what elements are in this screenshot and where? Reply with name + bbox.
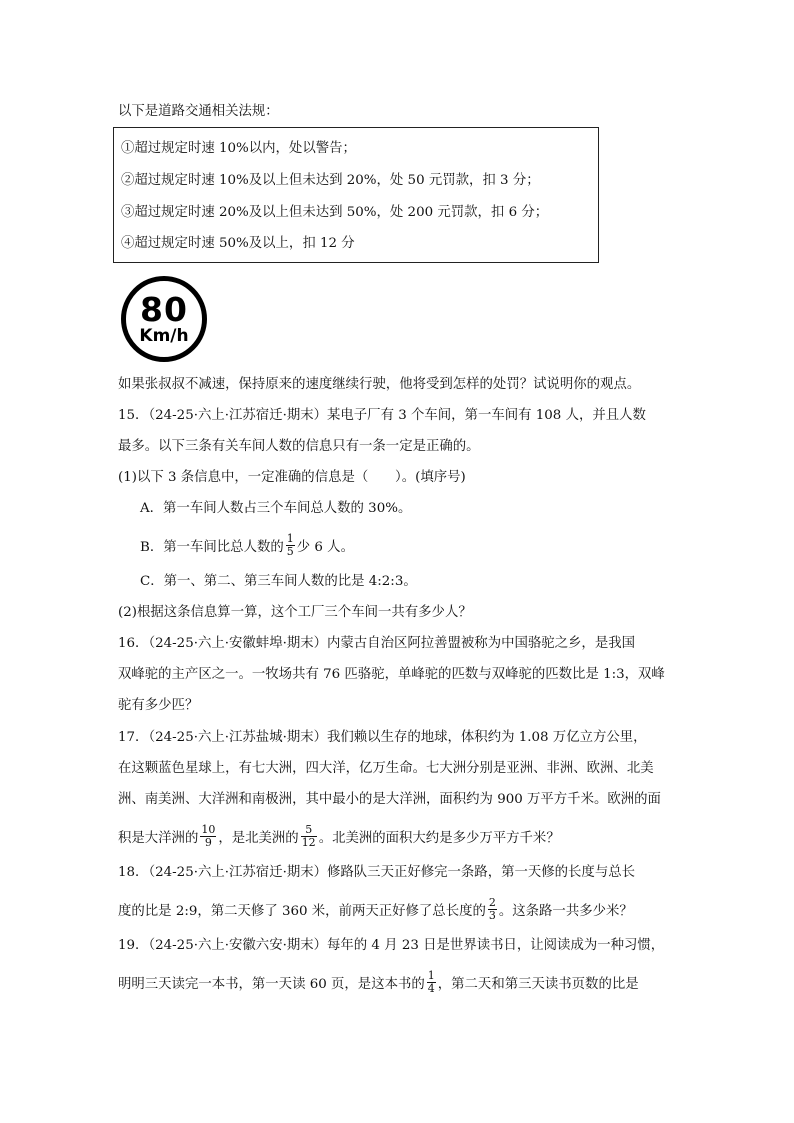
speed-limit-sign (121, 276, 207, 362)
traffic-rules-box (113, 127, 599, 263)
fraction-ten-ninths (200, 824, 216, 849)
q17-line-2: 在这颗蓝色星球上，有七大洲，四大洋，亿万生命。七大洲分别是亚洲、非洲、欧洲、北美 (118, 761, 654, 776)
fraction-denominator: 3 (488, 909, 496, 922)
q15-sub-1: (1)以下 3 条信息中，一定准确的信息是（ ）。(填序号) (118, 470, 466, 485)
q16-line-1: 16．（24-25·六上·安徽蚌埠·期末）内蒙古自治区阿拉善盟被称为中国骆驼之乡，是我国 (118, 636, 635, 651)
q15-sub-2: (2)根据这条信息算一算，这个工厂三个车间一共有多少人？ (118, 605, 472, 620)
rule-4: ④超过规定时速 50%及以上，扣 12 分 (121, 236, 355, 251)
fraction-numerator: 1 (427, 969, 435, 982)
fraction-numerator: 2 (488, 896, 496, 909)
q15-option-b (140, 532, 720, 560)
q18-line-2 (118, 896, 698, 924)
q15-line-2: 最多。以下三条有关车间人数的信息只有一条一定是正确的。 (118, 439, 480, 454)
q15-option-b-text-pre: B．第一车间比总人数的 (140, 540, 284, 555)
q16-line-2: 双峰驼的主产区之一。一牧场共有 76 匹骆驼，单峰驼的匹数与双峰驼的匹数比是 1:3，双峰 (118, 667, 665, 682)
rule-2: ②超过规定时速 10%及以上但未达到 20%，处 50 元罚款，扣 3 分； (121, 173, 540, 188)
q14-question: 如果张叔叔不减速，保持原来的速度继续行驶，他将受到怎样的处罚？试说明你的观点。 (118, 377, 641, 392)
q17-line-4-text-post: 。北美洲的面积大约是多少万平方千米？ (318, 831, 560, 846)
q17-line-4-text-mid: ，是北美洲的 (218, 831, 299, 846)
q18-line-2-text-post: 。这条路一共多少米？ (498, 904, 633, 919)
rules-intro: 以下是道路交通相关法规： (118, 104, 279, 119)
q17-line-4-text-pre: 积是大洋洲的 (118, 831, 199, 846)
fraction-numerator: 10 (201, 823, 216, 836)
q17-line-3: 洲、南美洲、大洋洲和南极洲，其中最小的是大洋洲，面积约为 900 万平方千米。欧洲的面 (118, 792, 661, 807)
q18-line-1: 18．（24-25·六上·江苏宿迁·期末）修路队三天正好修完一条路，第一天修的长度与总长 (118, 865, 635, 880)
fraction-numerator: 5 (301, 824, 317, 837)
fraction-two-thirds (488, 897, 497, 922)
speed-limit-value: 80 (140, 290, 188, 329)
fraction-denominator: 5 (286, 545, 294, 558)
q15-option-c: C．第一、第二、第三车间人数的比是 4:2:3。 (140, 574, 417, 589)
q15-line-1: 15．（24-25·六上·江苏宿迁·期末）某电子厂有 3 个车间，第一车间有 108 人，并且人数 (118, 408, 646, 423)
q18-line-2-text-pre: 度的比是 2:9，第二天修了 360 米，前两天正好修了总长度的 (118, 904, 486, 919)
q17-line-4 (118, 823, 698, 851)
q17-line-1: 17．（24-25·六上·江苏盐城·期末）我们赖以生存的地球，体积约为 1.08 万亿立方公里， (118, 730, 647, 745)
speed-limit-unit: Km/h (139, 326, 189, 346)
q19-line-2-text-post: ，第二天和第三天读书页数的比是 (437, 977, 639, 992)
rule-3: ③超过规定时速 20%及以上但未达到 50%，处 200 元罚款，扣 6 分； (121, 205, 549, 220)
fraction-five-twelfths (301, 824, 317, 849)
q19-line-2 (118, 969, 698, 997)
fraction-denominator: 4 (427, 982, 435, 995)
q15-option-a: A．第一车间人数占三个车间总人数的 30%。 (140, 501, 412, 516)
rule-1: ①超过规定时速 10%以内，处以警告； (121, 141, 356, 156)
q15-option-b-text-post: 少 6 人。 (296, 540, 354, 555)
fraction-denominator: 12 (301, 836, 316, 849)
q16-line-3: 驼有多少匹？ (118, 698, 199, 713)
fraction-one-fifth (286, 533, 295, 558)
q19-line-2-text-pre: 明明三天读完一本书，第一天读 60 页，是这本书的 (118, 977, 425, 992)
fraction-numerator: 1 (286, 532, 294, 545)
fraction-denominator: 9 (204, 836, 212, 849)
fraction-one-quarter (427, 970, 436, 995)
q19-line-1: 19．（24-25·六上·安徽六安·期末）每年的 4 月 23 日是世界读书日，让阅读成为一种习惯， (118, 938, 665, 953)
